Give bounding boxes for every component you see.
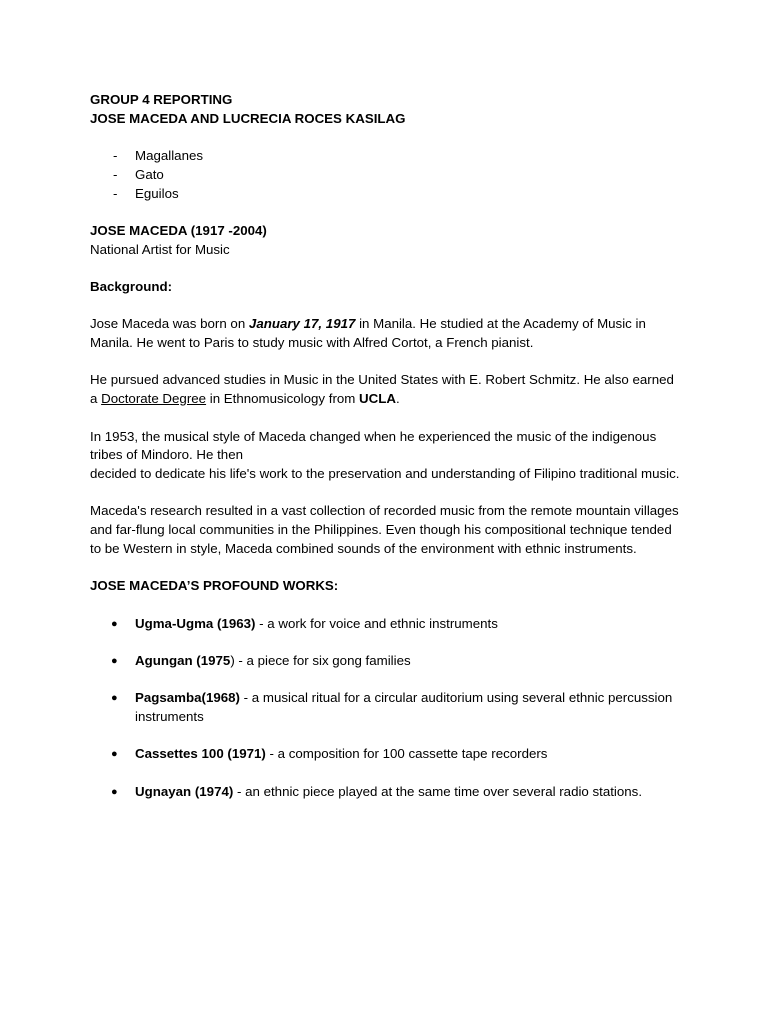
- bullet-icon: ●: [111, 654, 118, 667]
- paragraph-style-change: In 1953, the musical style of Maceda changed when he experienced the music of the indigenous tribes of Mindoro. He then: [90, 428, 657, 463]
- members-list: [90, 147, 680, 203]
- works-list: [90, 615, 680, 802]
- bullet-icon: ●: [111, 748, 118, 761]
- text-run: in Ethnomusicology from: [206, 391, 360, 407]
- spacer: [90, 128, 680, 147]
- member-name: Magallanes: [135, 148, 204, 164]
- document-page: [90, 91, 680, 820]
- work-title: Ugnayan (1974): [135, 783, 234, 799]
- paragraph-birth: [90, 315, 680, 352]
- work-description: - an ethnic piece played at the same time over several radio stations.: [233, 783, 643, 799]
- list-item: [90, 783, 680, 802]
- birth-date: January 17, 1917: [248, 316, 356, 332]
- text-run: He pursued advanced studies in Music in the United States with E. Robert Schmitz. He also earned a: [90, 372, 674, 407]
- paragraph-studies: [90, 371, 680, 408]
- work-title: Pagsamba(1968): [135, 690, 240, 706]
- spacer: [90, 259, 680, 278]
- subject-title: National Artist for Music: [90, 241, 230, 257]
- list-item: [90, 652, 680, 671]
- paragraph-research: Maceda's research resulted in a vast collection of recorded music from the remote mountain villages and far-flung local communities in the Philippines. Even though his compositional technique tended to be Western in style, Maceda combined sounds of the environment with ethnic instruments.: [90, 503, 679, 556]
- bullet-icon: ●: [111, 785, 118, 798]
- dash-marker: -: [113, 148, 118, 164]
- report-topic-title: JOSE MACEDA AND LUCRECIA ROCES KASILAG: [90, 110, 406, 126]
- member-name: Eguilos: [135, 185, 179, 201]
- subject-heading: JOSE MACEDA (1917 -2004): [90, 222, 267, 238]
- works-heading: JOSE MACEDA’S PROFOUND WORKS:: [90, 578, 339, 594]
- spacer: [90, 353, 680, 372]
- spacer: [90, 558, 680, 577]
- work-title: Agungan (1975: [135, 652, 231, 668]
- work-description: - a composition for 100 cassette tape recorders: [265, 746, 548, 762]
- spacer: [90, 596, 680, 615]
- dash-marker: -: [113, 185, 118, 201]
- bullet-icon: ●: [111, 692, 118, 705]
- text-run: in Manila. He studied at the Academy of Music in Manila. He went to Paris to study music with Alfred Cortot, a French pianist.: [90, 316, 646, 351]
- paragraph-dedication: decided to dedicate his life's work to the preservation and understanding of Filipino traditional music.: [90, 465, 680, 481]
- list-item: [90, 689, 680, 726]
- work-title: Ugma-Ugma (1963): [135, 615, 256, 631]
- spacer: [90, 203, 680, 222]
- list-item: [90, 745, 680, 764]
- list-item: [90, 185, 680, 204]
- text-run: .: [395, 391, 400, 407]
- dash-marker: -: [113, 166, 118, 182]
- spacer: [90, 409, 680, 428]
- report-group-title: GROUP 4 REPORTING: [90, 92, 233, 107]
- spacer: [90, 484, 680, 503]
- list-item: [90, 147, 680, 166]
- list-item: [90, 166, 680, 185]
- background-heading: Background:: [90, 278, 173, 294]
- spacer: [90, 297, 680, 316]
- doctorate-degree-link[interactable]: Doctorate Degree: [101, 391, 207, 407]
- text-run: Jose Maceda was born on: [90, 316, 249, 332]
- bullet-icon: ●: [111, 617, 118, 630]
- member-name: Gato: [135, 166, 164, 182]
- work-description: ) - a piece for six gong families: [230, 652, 411, 668]
- work-description: - a work for voice and ethnic instruments: [255, 615, 498, 631]
- list-item: [90, 615, 680, 634]
- work-description: - a musical ritual for a circular auditorium using several ethnic percussion instruments: [135, 690, 673, 725]
- ucla-text: UCLA: [359, 391, 396, 407]
- work-title: Cassettes 100 (1971): [135, 746, 266, 762]
